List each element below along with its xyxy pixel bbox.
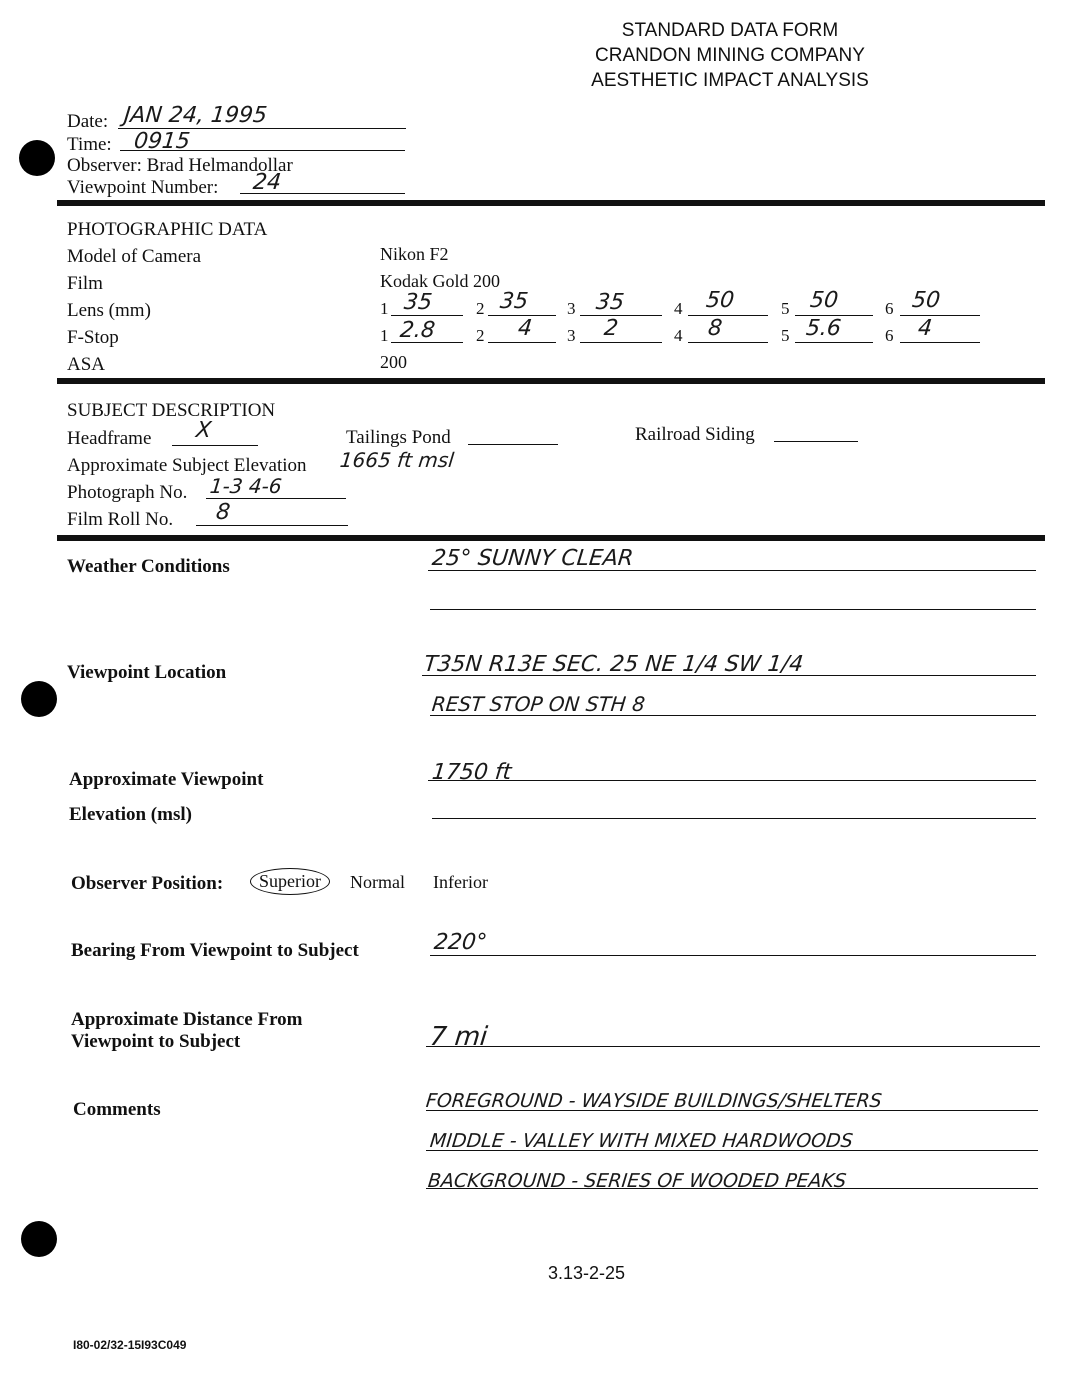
- photograph-number-value[interactable]: 1-3 4-6: [208, 474, 283, 498]
- lens-num-6: 6: [885, 299, 894, 318]
- observer-position-label: Observer Position:: [71, 873, 224, 894]
- punch-hole-top: [19, 140, 55, 176]
- film-value: Kodak Gold 200: [380, 271, 500, 291]
- form-header: [520, 18, 940, 93]
- lens-value-4[interactable]: 50: [704, 288, 736, 313]
- fstop-value-2[interactable]: 4: [516, 316, 534, 341]
- document-code: I80-02/32-15I93C049: [73, 1338, 187, 1352]
- comment-line-1[interactable]: FOREGROUND - WAYSIDE BUILDINGS/SHELTERS: [424, 1090, 883, 1112]
- viewpoint-number-label: Viewpoint Number:: [67, 177, 219, 198]
- position-inferior-option[interactable]: Inferior: [433, 872, 488, 892]
- subject-description-heading: SUBJECT DESCRIPTION: [67, 400, 276, 421]
- observer-text: Observer: Brad Helmandollar: [67, 155, 293, 176]
- viewpoint-elevation-label-1: Approximate Viewpoint: [69, 769, 264, 790]
- weather-label: Weather Conditions: [67, 556, 230, 577]
- viewpoint-elevation-label-2: Elevation (msl): [69, 804, 192, 825]
- camera-value: Nikon F2: [380, 244, 449, 264]
- lens-value-2[interactable]: 35: [498, 289, 530, 314]
- headframe-value[interactable]: X: [194, 418, 213, 443]
- fstop-value-4[interactable]: 8: [706, 316, 724, 341]
- lens-label: Lens (mm): [67, 300, 151, 321]
- viewpoint-location-line-2[interactable]: REST STOP ON STH 8: [430, 692, 647, 716]
- fstop-num-4: 4: [674, 326, 683, 345]
- camera-label: Model of Camera: [67, 246, 202, 267]
- photographic-data-heading: PHOTOGRAPHIC DATA: [67, 219, 268, 240]
- film-label: Film: [67, 273, 103, 294]
- film-roll-label: Film Roll No.: [67, 509, 174, 530]
- fstop-num-3: 3: [567, 326, 576, 345]
- lens-num-5: 5: [781, 299, 790, 318]
- viewpoint-number-value[interactable]: 24: [251, 170, 283, 195]
- lens-num-2: 2: [476, 299, 485, 318]
- film-roll-value[interactable]: 8: [214, 500, 232, 525]
- subject-elevation-value[interactable]: 1665 ft msl: [338, 448, 456, 472]
- distance-value[interactable]: 7 mi: [428, 1022, 489, 1052]
- distance-label-2: Viewpoint to Subject: [71, 1031, 241, 1052]
- headframe-label: Headframe: [67, 428, 152, 449]
- tailings-pond-field[interactable]: [468, 444, 558, 445]
- weather-value[interactable]: 25° SUNNY CLEAR: [430, 546, 635, 571]
- page-number: 3.13-2-25: [548, 1263, 626, 1283]
- fstop-value-6[interactable]: 4: [916, 316, 934, 341]
- viewpoint-elevation-value[interactable]: 1750 ft: [430, 760, 513, 785]
- section-divider: [57, 200, 1045, 206]
- lens-num-3: 3: [567, 299, 576, 318]
- section-divider: [57, 535, 1045, 541]
- lens-value-6[interactable]: 50: [910, 288, 942, 313]
- fstop-value-1[interactable]: 2.8: [398, 318, 437, 343]
- viewpoint-location-label: Viewpoint Location: [67, 662, 227, 683]
- time-value[interactable]: 0915: [132, 129, 192, 154]
- railroad-siding-field[interactable]: [774, 441, 858, 442]
- lens-value-5[interactable]: 50: [808, 288, 840, 313]
- fstop-num-5: 5: [781, 326, 790, 345]
- railroad-siding-label: Railroad Siding: [635, 424, 755, 445]
- lens-value-3[interactable]: 35: [594, 290, 626, 315]
- header-line-1: STANDARD DATA FORM: [621, 20, 839, 41]
- time-label: Time:: [67, 134, 112, 155]
- fstop-num-1: 1: [380, 326, 389, 345]
- distance-label-1: Approximate Distance From: [71, 1009, 303, 1030]
- asa-label: ASA: [67, 354, 106, 375]
- tailings-pond-label: Tailings Pond: [346, 427, 451, 448]
- bearing-label: Bearing From Viewpoint to Subject: [71, 940, 359, 961]
- position-superior-option[interactable]: Superior: [250, 868, 330, 895]
- section-divider: [57, 378, 1045, 384]
- fstop-num-2: 2: [476, 326, 485, 345]
- fstop-label: F-Stop: [67, 327, 119, 348]
- header-line-2: CRANDON MINING COMPANY: [595, 45, 865, 66]
- comments-label: Comments: [73, 1099, 161, 1120]
- header-line-3: AESTHETIC IMPACT ANALYSIS: [591, 70, 869, 91]
- fstop-value-5[interactable]: 5.6: [804, 316, 843, 341]
- position-normal-option[interactable]: Normal: [350, 872, 405, 892]
- comment-line-3[interactable]: BACKGROUND - SERIES OF WOODED PEAKS: [426, 1170, 848, 1192]
- punch-hole-middle: [21, 681, 57, 717]
- lens-value-1[interactable]: 35: [402, 290, 434, 315]
- date-value[interactable]: JAN 24, 1995: [122, 103, 269, 128]
- lens-num-4: 4: [674, 299, 683, 318]
- punch-hole-bottom: [21, 1221, 57, 1257]
- subject-elevation-label: Approximate Subject Elevation: [67, 455, 307, 476]
- comment-line-2[interactable]: MIDDLE - VALLEY WITH MIXED HARDWOODS: [428, 1130, 854, 1152]
- photograph-number-label: Photograph No.: [67, 482, 188, 503]
- date-label: Date:: [67, 111, 109, 132]
- asa-value: 200: [380, 352, 407, 372]
- viewpoint-location-line-1[interactable]: T35N R13E SEC. 25 NE 1/4 SW 1/4: [422, 652, 805, 677]
- bearing-value[interactable]: 220°: [432, 930, 489, 955]
- lens-num-1: 1: [380, 299, 389, 318]
- fstop-num-6: 6: [885, 326, 894, 345]
- fstop-value-3[interactable]: 2: [602, 316, 620, 341]
